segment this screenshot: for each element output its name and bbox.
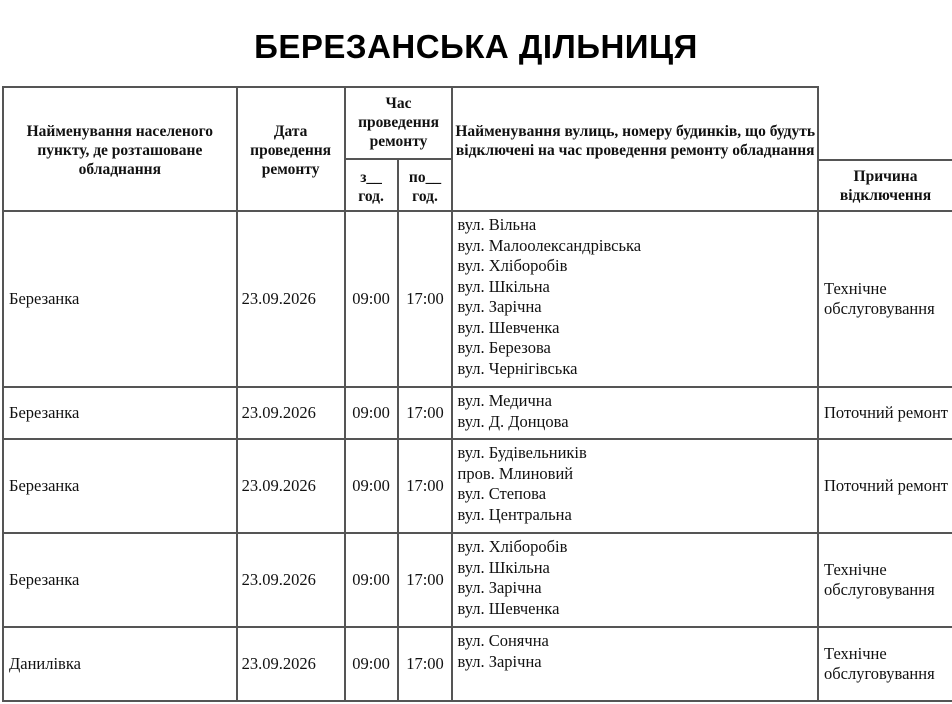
table-row [3, 533, 952, 627]
street-item: вул. Березова [457, 338, 551, 357]
street-item: вул. Шевченка [457, 598, 560, 618]
street-item: вул. Центральна [457, 504, 572, 524]
reason-cell: Технічне обслуговування [818, 627, 952, 701]
header-time: Час проведення ремонту [345, 87, 453, 159]
reason-cell: Технічне обслуговування [818, 533, 952, 627]
settlement-cell: Березанка [3, 439, 237, 533]
header-to: по__ год. [398, 159, 453, 211]
from-time-cell: 09:00 [345, 211, 398, 387]
header-reason: Причина відключення [819, 159, 952, 207]
date-cell: 23.09.2026 [237, 627, 345, 701]
street-item: вул. Будівельників [457, 443, 587, 462]
from-time-cell: 09:00 [345, 439, 398, 533]
header-from: з__ год. [345, 159, 398, 211]
street-item: вул. Зарічна [457, 651, 542, 671]
page-title: БЕРЕЗАНСЬКА ДІЛЬНИЦЯ [254, 28, 698, 65]
street-item: вул. Д. Донцова [457, 411, 569, 431]
to-time-cell: 17:00 [398, 387, 453, 439]
to-time-cell: 17:00 [398, 627, 453, 701]
street-item: вул. Чернігівська [457, 358, 578, 378]
street-item: вул. Вільна [457, 215, 537, 234]
header-streets: Найменування вулиць, номеру будинків, що будуть відключені на час проведення ремонту обладнання [452, 87, 818, 211]
date-cell: 23.09.2026 [237, 211, 345, 387]
street-item: вул. Хліборобів [457, 256, 568, 275]
table-row [3, 387, 952, 439]
settlement-cell: Березанка [3, 533, 237, 627]
settlement-cell: Березанка [3, 211, 237, 387]
street-item: вул. Хліборобів [457, 537, 568, 556]
reason-cell: Поточний ремонт [818, 387, 952, 439]
street-item: вул. Шкільна [457, 557, 550, 577]
date-cell: 23.09.2026 [237, 439, 345, 533]
settlement-cell: Данилівка [3, 627, 237, 701]
from-time-cell: 09:00 [345, 387, 398, 439]
date-cell: 23.09.2026 [237, 387, 345, 439]
header-reason-cell [818, 87, 952, 211]
date-cell: 23.09.2026 [237, 533, 345, 627]
outage-table [2, 86, 952, 702]
to-time-cell: 17:00 [398, 439, 453, 533]
header-date: Дата проведення ремонту [237, 87, 345, 211]
street-item: вул. Зарічна [457, 578, 542, 597]
table-row [3, 439, 952, 533]
street-item: вул. Медична [457, 391, 552, 410]
street-item: вул. Шкільна [457, 276, 550, 296]
to-time-cell: 17:00 [398, 211, 453, 387]
streets-cell [452, 387, 818, 439]
street-item: вул. Малоолександрівська [457, 235, 642, 255]
street-item: вул. Сонячна [457, 631, 549, 650]
street-item: вул. Зарічна [457, 297, 542, 316]
reason-cell: Поточний ремонт [818, 439, 952, 533]
from-time-cell: 09:00 [345, 533, 398, 627]
table-row [3, 627, 952, 701]
settlement-cell: Березанка [3, 387, 237, 439]
street-item: вул. Степова [457, 484, 547, 503]
street-item: вул. Шевченка [457, 317, 560, 337]
to-time-cell: 17:00 [398, 533, 453, 627]
streets-cell [452, 211, 818, 387]
streets-cell [452, 439, 818, 533]
streets-cell [452, 533, 818, 627]
street-item: пров. Млиновий [457, 463, 574, 483]
streets-cell [452, 627, 818, 701]
reason-cell: Технічне обслуговування [818, 211, 952, 387]
header-settlement: Найменування населеного пункту, де розташоване обладнання [3, 87, 237, 211]
from-time-cell: 09:00 [345, 627, 398, 701]
table-row [3, 211, 952, 387]
